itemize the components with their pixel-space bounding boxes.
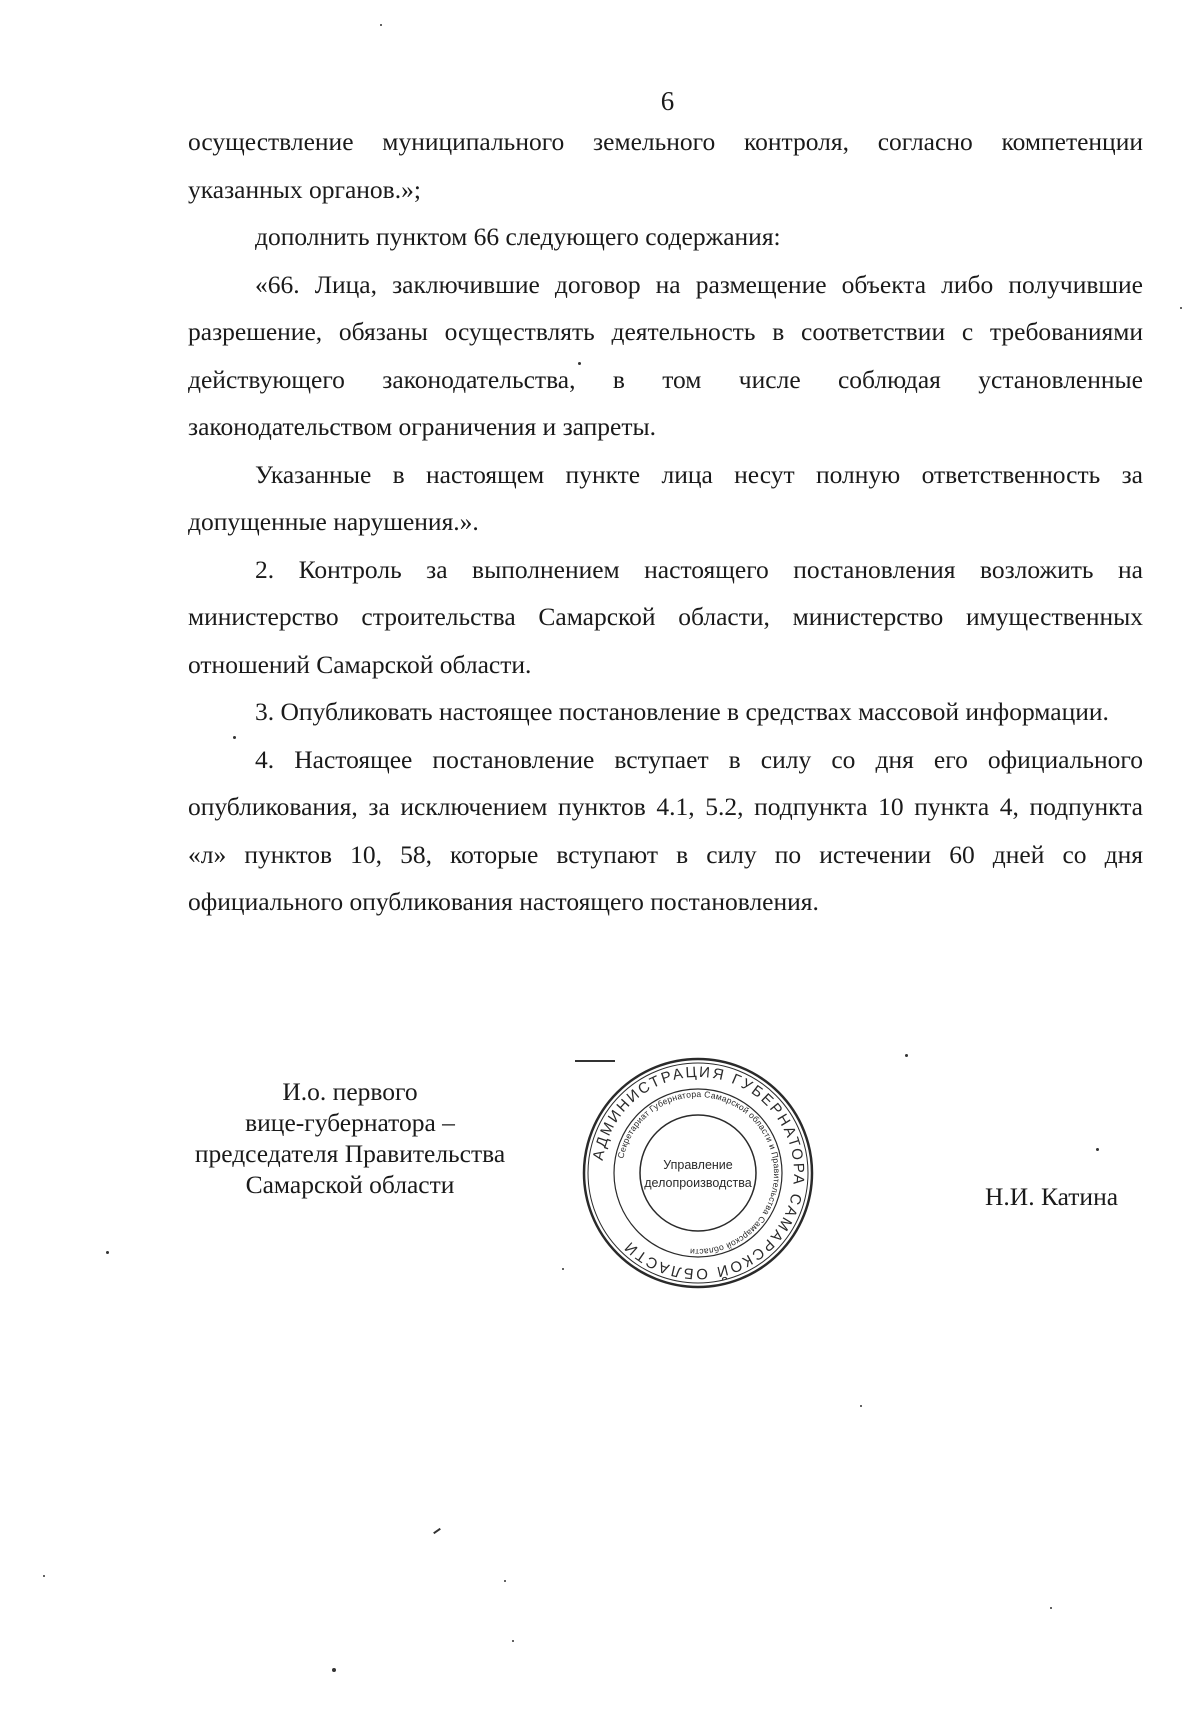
scan-speck <box>1050 1607 1052 1609</box>
scan-speck <box>578 362 581 365</box>
page-number: 6 <box>660 86 675 116</box>
scan-speck <box>380 24 382 26</box>
paragraph-responsibility: Указанные в настоящем пункте лица несут полную ответственность за допущенные нарушения.». <box>188 459 1143 536</box>
paragraph-continuation: осуществление муниципального земельного контроля, согласно компетенции указанных органов.»; <box>188 127 1143 204</box>
scan-speck <box>512 1640 514 1642</box>
seal-center-line: делопроизводства <box>644 1176 752 1190</box>
seal-inner-text: Секретариат Губернатора Самарской области и Правительства Самарской области <box>615 1088 783 1258</box>
signatory-title-line: И.о. первого <box>282 1077 418 1106</box>
document-body <box>188 118 1143 926</box>
scan-speck <box>1180 307 1182 309</box>
scan-speck <box>504 1580 506 1582</box>
signatory-title <box>150 1076 550 1200</box>
seal-inner-ring <box>640 1115 756 1231</box>
scan-speck <box>332 1668 336 1672</box>
scan-speck <box>106 1251 109 1254</box>
signatory-title-line: Самарской области <box>245 1170 455 1199</box>
scan-speck <box>905 1054 908 1057</box>
paragraph-item-2: 2. Контроль за выполнением настоящего постановления возложить на министерство строительства Самарской области, министерство имущественных отношений Самарской области. <box>188 554 1143 679</box>
signatory-title-line: председателя Правительства <box>194 1139 506 1168</box>
paragraph-item-4: 4. Настоящее постановление вступает в силу со дня его официального опубликования, за исключением пунктов 4.1, 5.2, подпункта 10 пункта 4, подпункта «л» пунктов 10, 58, которые вступают в силу по истечении 60 дней со дня официального опубликования настоящего постановления. <box>188 744 1143 916</box>
scan-speck <box>860 1405 862 1407</box>
scan-mark <box>575 1060 615 1062</box>
signatory-title-line: вице-губернатора – <box>245 1108 455 1137</box>
paragraph-amendment-intro: дополнить пунктом 66 следующего содержания: <box>255 222 781 251</box>
paragraph-point-66: «66. Лица, заключившие договор на размещение объекта либо получившие разрешение, обязаны осуществлять деятельность в соответствии с требованиями действующего законодательства, в том числе соблюдая установленные законодательством ограничения и запреты. <box>188 269 1143 441</box>
paragraph-item-3: 3. Опубликовать настоящее постановление в средствах массовой информации. <box>255 697 1109 726</box>
official-seal <box>580 1055 816 1291</box>
seal-center-line: Управление <box>663 1158 733 1172</box>
scan-mark <box>433 1528 441 1534</box>
scan-speck <box>1096 1148 1099 1151</box>
scan-speck <box>43 1575 45 1577</box>
scan-speck <box>562 1268 564 1270</box>
seal-outer-text: АДМИНИСТРАЦИЯ ГУБЕРНАТОРА САМАРСКОЙ ОБЛАСТИ <box>589 1063 808 1283</box>
scan-speck <box>233 736 236 739</box>
signatory-name: Н.И. Катина <box>985 1182 1119 1211</box>
